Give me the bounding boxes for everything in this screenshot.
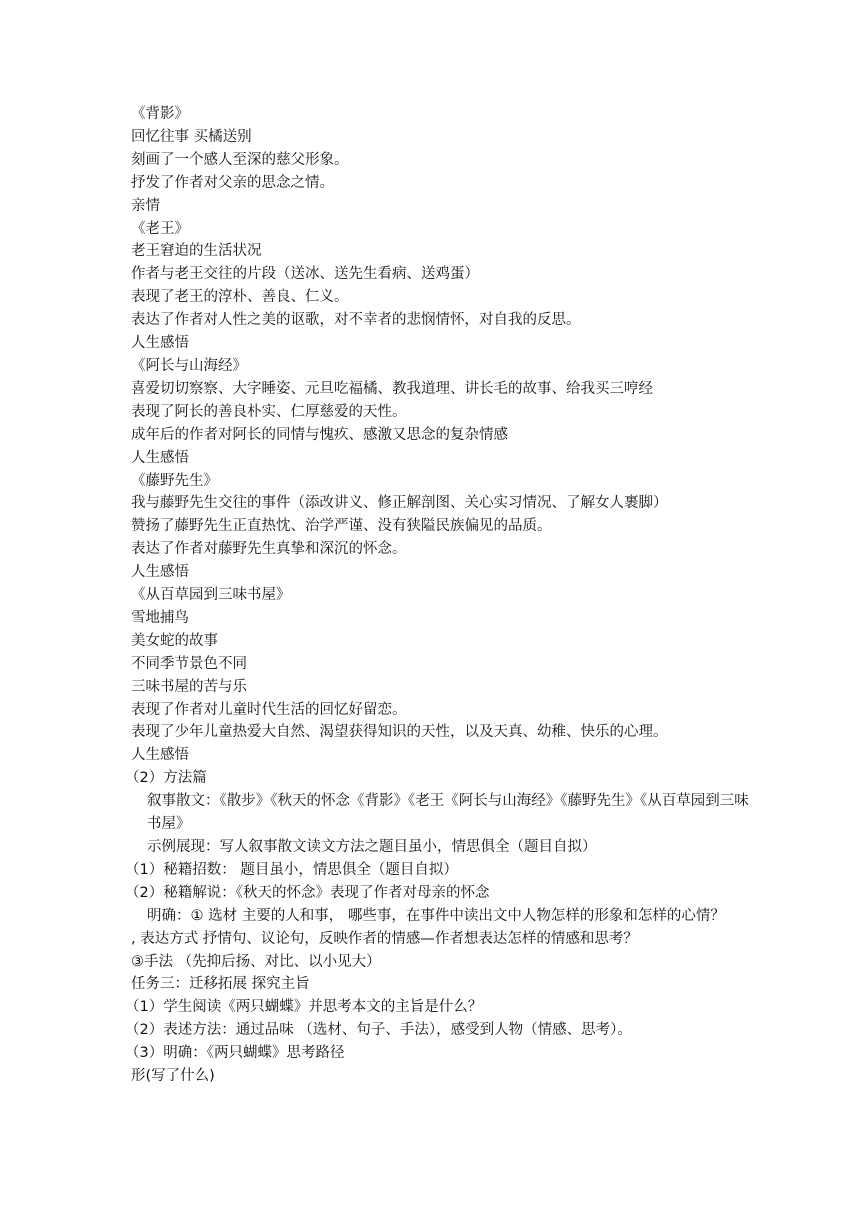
text-line: 表现了阿长的善良朴实、仁厚慈爱的天性。 <box>131 403 407 420</box>
text-line: 表达了作者对人性之美的讴歌，对不幸者的悲悯情怀，对自我的反思。 <box>131 312 581 329</box>
text-line: 叙事散文：《散步》《秋天的怀念《背影》《老王《阿长与山海经》《藤野先生》《从百草园到三味书屋》 <box>147 793 749 833</box>
text-line: 老王窘迫的生活状况 <box>131 243 262 260</box>
text-line: （3）明确：《两只蝴蝶》思考路径 <box>125 1045 345 1062</box>
text-line: 《藤野先生》 <box>131 472 218 489</box>
text-line: 雪地捕鸟 <box>131 609 189 626</box>
text-line: 刻画了一个感人至深的慈父形象。 <box>131 151 349 168</box>
document-body <box>125 103 751 1088</box>
text-line: 《背影》 <box>131 106 189 122</box>
text-line: 形(写了什么) <box>131 1068 215 1085</box>
section-heading: 任务三：迁移拓展 探究主旨 <box>131 976 310 993</box>
text-line: 人生感悟 <box>131 564 189 581</box>
text-line: 表现了作者对儿童时代生活的回忆好留恋。 <box>131 701 407 718</box>
text-line: 美女蛇的故事 <box>131 632 218 649</box>
text-line: 抒发了作者对父亲的思念之情。 <box>131 174 334 191</box>
text-line: 《老王》 <box>131 220 189 237</box>
text-line: 三味书屋的苦与乐 <box>131 678 247 695</box>
text-line: 回忆往事 买橘送别 <box>131 128 252 145</box>
text-line: （2）秘籍解说：《秋天的怀念》表现了作者对母亲的怀念 <box>125 884 490 901</box>
text-line: 表现了少年儿童热爱大自然、渴望获得知识的天性，以及天真、幼稚、快乐的心理。 <box>131 724 668 741</box>
text-line: 《从百草园到三味书屋》 <box>131 587 291 604</box>
text-line: 表现了老王的淳朴、善良、仁义。 <box>131 289 349 306</box>
section-heading: （2）方法篇 <box>125 770 207 787</box>
text-line: 不同季节景色不同 <box>131 655 247 672</box>
text-line: 《阿长与山海经》 <box>131 357 247 374</box>
text-line: 亲情 <box>131 197 160 214</box>
text-line: 人生感悟 <box>131 449 189 466</box>
text-line: 人生感悟 <box>131 747 189 764</box>
text-line: 成年后的作者对阿长的同情与愧疚、感激又思念的复杂情感 <box>131 426 508 443</box>
text-line: ③手法 （先抑后扬、对比、以小见大） <box>131 953 381 970</box>
text-line: 表达了作者对藤野先生真挚和深沉的怀念。 <box>131 541 407 558</box>
text-line: 喜爱切切察察、大字睡姿、元旦吃福橘、教我道理、讲长毛的故事、给我买三哼经 <box>131 380 653 397</box>
text-line: , 表达方式 抒情句、议论句，反映作者的情感—作者想表达怎样的情感和思考？ <box>131 930 638 947</box>
text-line: 赞扬了藤野先生正直热忱、治学严谨、没有狭隘民族偏见的品质。 <box>131 518 552 535</box>
text-line: （2）表述方法：通过品味 （选材、句子、手法），感受到人物（情感、思考）。 <box>125 1022 632 1039</box>
text-line: （1）秘籍招数： 题目虽小，情思俱全（题目自拟） <box>125 861 458 878</box>
text-line: （1）学生阅读《两只蝴蝶》并思考本文的主旨是什么？ <box>125 999 483 1016</box>
text-line: 我与藤野先生交往的事件（添改讲义、修正解剖图、关心实习情况、了解女人裹脚） <box>131 495 668 512</box>
text-line: 作者与老王交往的片段（送冰、送先生看病、送鸡蛋） <box>131 266 479 283</box>
text-line: 人生感悟 <box>131 335 189 352</box>
text-line: 明确：① 选材 主要的人和事， 哪些事，在事件中读出文中人物怎样的形象和怎样的心情？ <box>147 907 725 924</box>
text-line: 示例展现：写人叙事散文读文方法之题目虽小，情思俱全（题目自拟） <box>147 839 597 855</box>
